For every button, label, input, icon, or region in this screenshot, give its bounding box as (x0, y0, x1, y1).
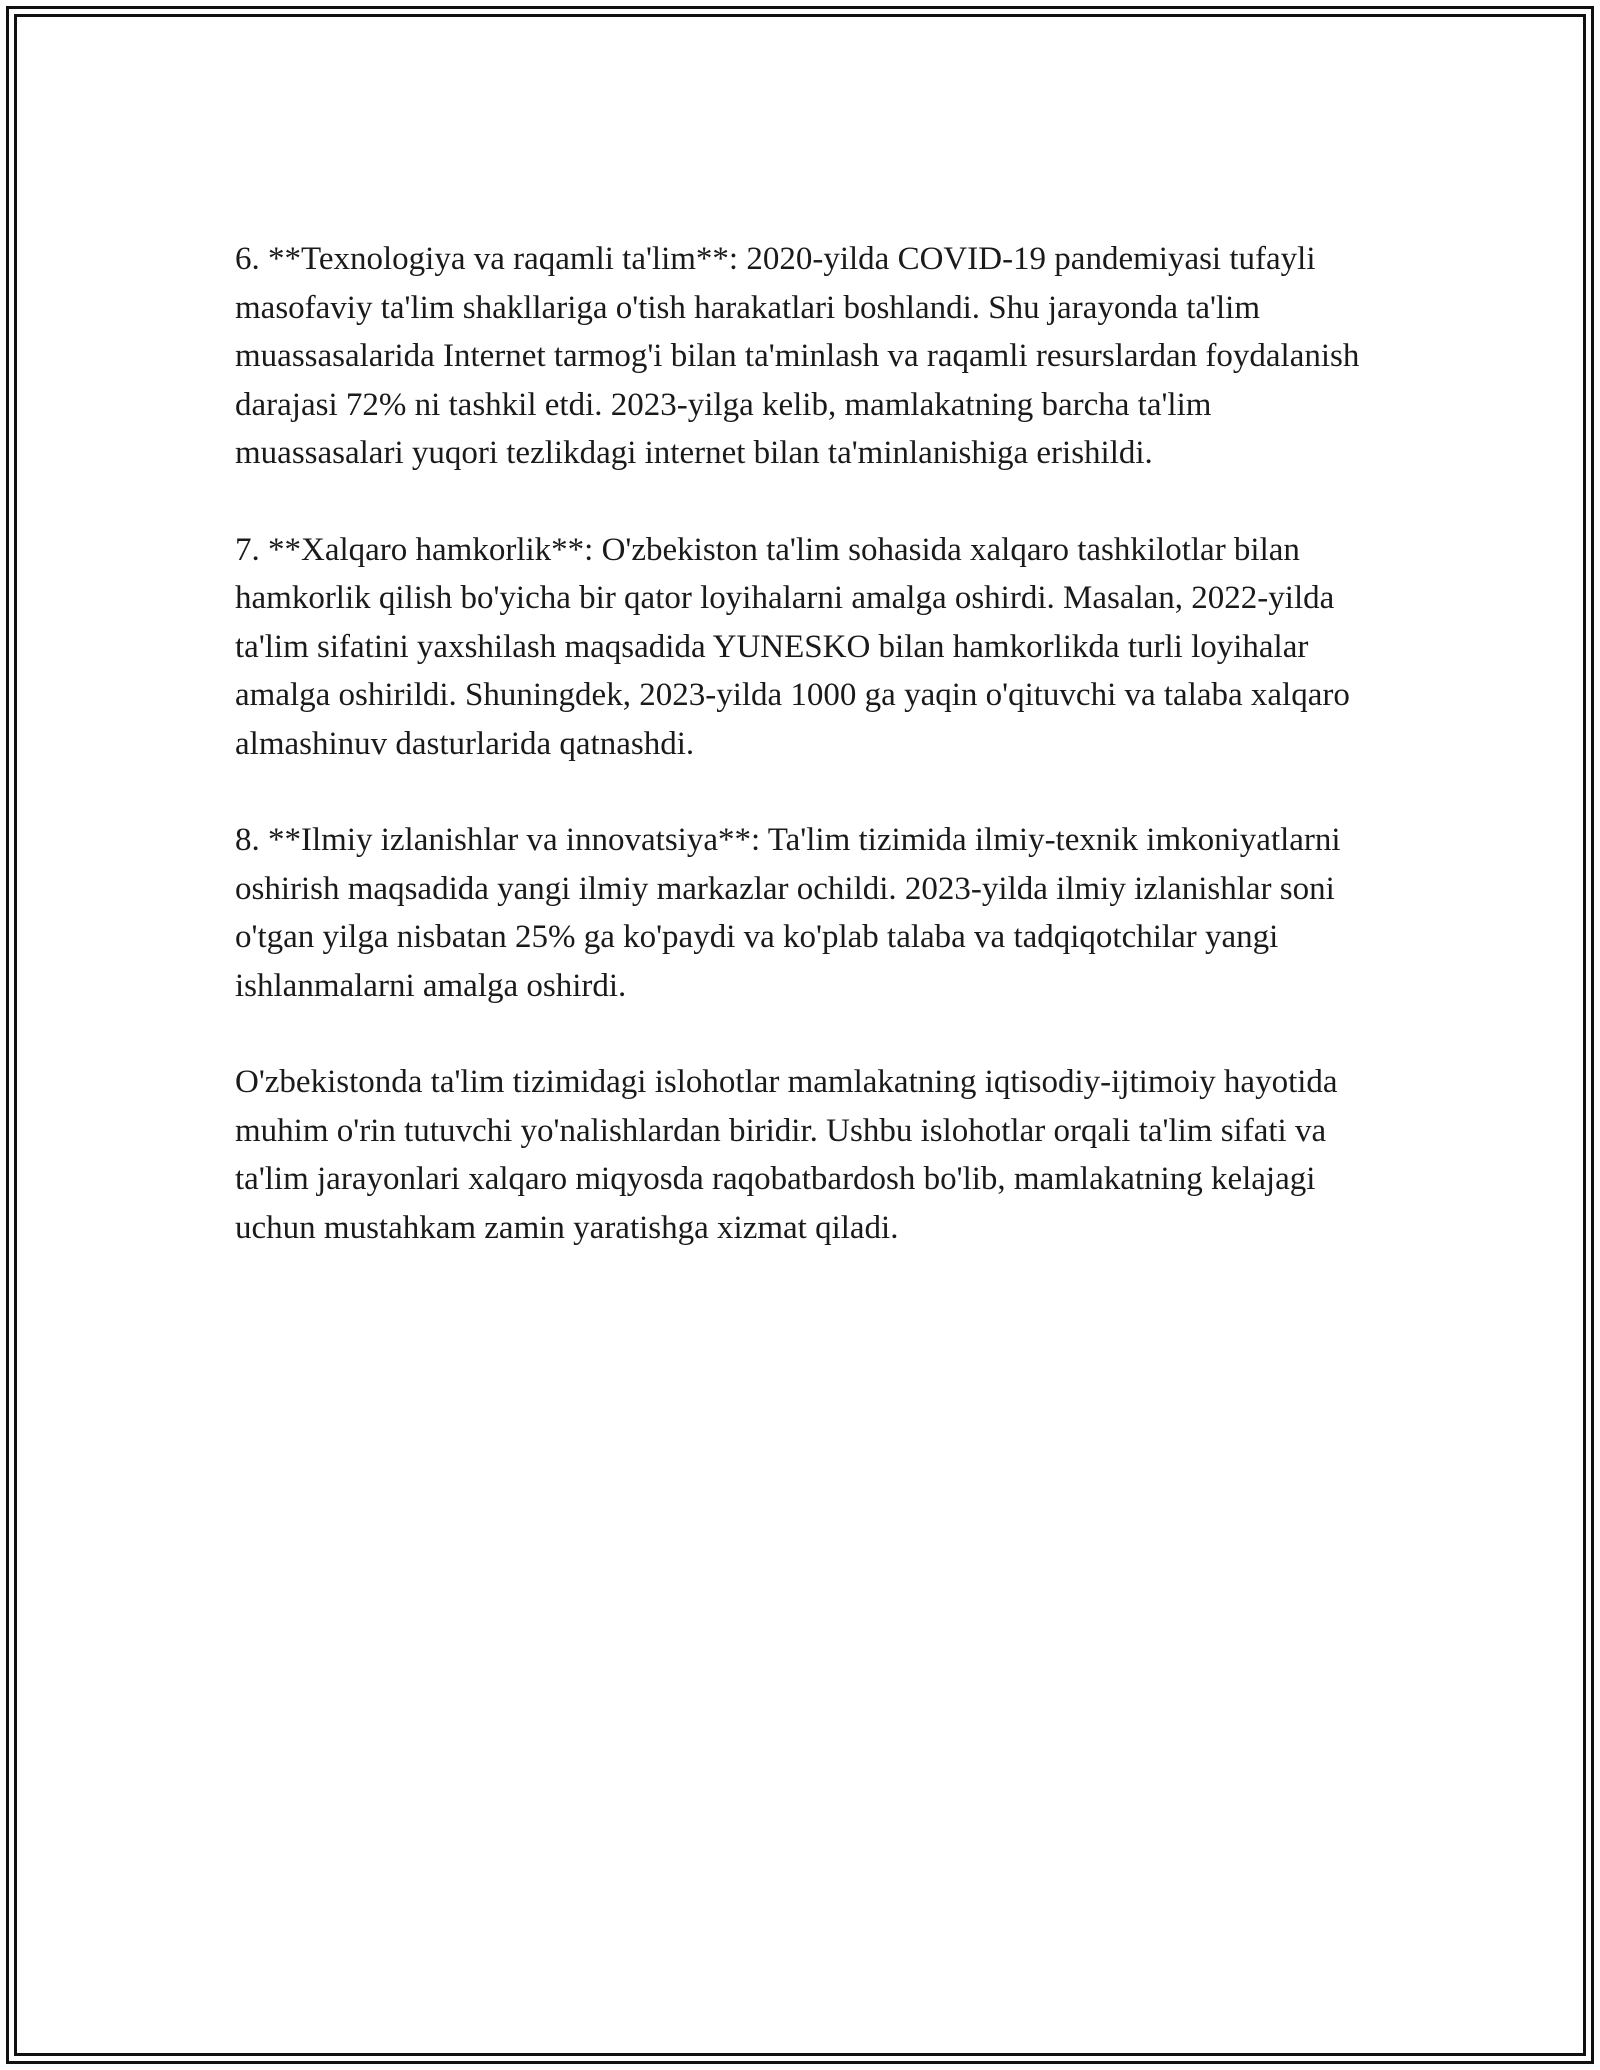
paragraph-research-innovation: 8. **Ilmiy izlanishlar va innovatsiya**: Ta'lim tizimida ilmiy-texnik imkoniyatlarni oshirish maqsadida yangi ilmiy markazlar ochildi. 2023-yilda ilmiy izlanishlar soni o'tgan yilga nisbatan 25% ga ko'paydi va ko'plab talaba va tadqiqotchilar yangi ishlanmalarni amalga oshirdi. (235, 822, 1341, 1004)
paragraph-technology-digital-education: 6. **Texnologiya va raqamli ta'lim**: 2020-yilda COVID-19 pandemiyasi tufayli masofaviy ta'lim shakllariga o'tish harakatlari boshlandi. Shu jarayonda ta'lim muassasalarida Internet tarmog'i bilan ta'minlash va raqamli resurslardan foydalanish darajasi 72% ni tashkil etdi. 2023-yilga kelib, mamlakatning barcha ta'lim muassasalari yuqori tezlikdagi internet bilan ta'minlanishiga erishildi. (235, 241, 1360, 471)
document-body (235, 235, 1375, 1300)
paragraph-international-cooperation: 7. **Xalqaro hamkorlik**: O'zbekiston ta'lim sohasida xalqaro tashkilotlar bilan hamkorlik qilish bo'yicha bir qator loyihalarni amalga oshirdi. Masalan, 2022-yilda ta'lim sifatini yaxshilash maqsadida YUNESKO bilan hamkorlikda turli loyihalar amalga oshirildi. Shuningdek, 2023-yilda 1000 ga yaqin o'qituvchi va talaba xalqaro almashinuv dasturlarida qatnashdi. (235, 531, 1350, 762)
paragraph-conclusion: O'zbekistonda ta'lim tizimidagi islohotlar mamlakatning iqtisodiy-ijtimoiy hayotida muhim o'rin tutuvchi yo'nalishlardan biridir. Ushbu islohotlar orqali ta'lim sifati va ta'lim jarayonlari xalqaro miqyosda raqobatbardosh bo'lib, mamlakatning kelajagi uchun mustahkam zamin yaratishga xizmat qiladi. (235, 1064, 1338, 1246)
